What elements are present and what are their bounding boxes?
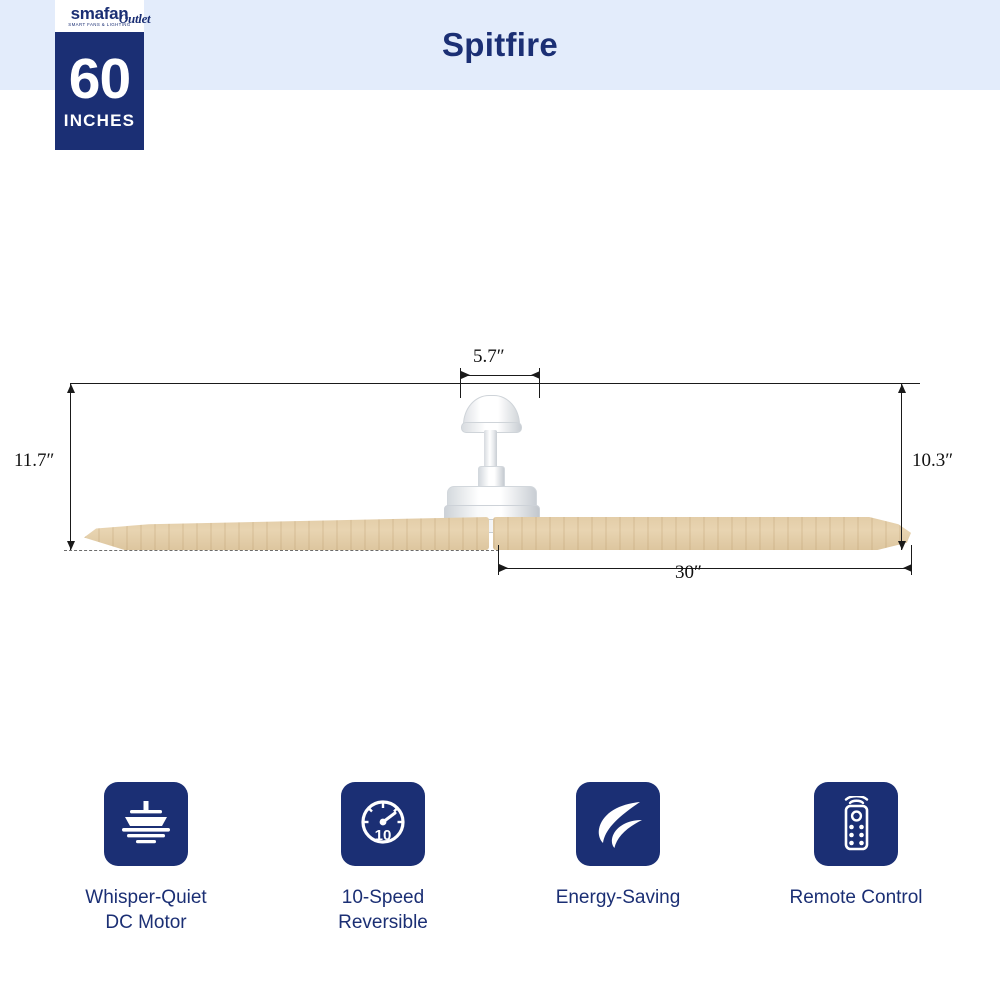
- feature-label-line2: Reversible: [338, 912, 428, 933]
- blade-span-arrow-right: [903, 564, 912, 572]
- fan-blade-right: [493, 517, 911, 550]
- speed-gauge-icon: [341, 782, 425, 866]
- canopy-width-label: 5.7″: [473, 346, 505, 367]
- hang-height-label: 10.3″: [912, 450, 954, 471]
- logo-badge: [55, 0, 151, 150]
- feature-whisper-quiet-dc-motor: [41, 782, 251, 935]
- size-number: 60: [68, 47, 131, 111]
- feature-label-line2: DC Motor: [105, 912, 187, 933]
- fan-downrod: [484, 430, 497, 470]
- hang-height-arrow-top: [898, 384, 906, 393]
- canopy-width-arrow-left: [461, 371, 470, 379]
- feature-label-line1: Energy-Saving: [555, 887, 681, 908]
- hang-height-line: [901, 383, 902, 550]
- feature-label: [556, 885, 681, 910]
- leaf-icon: [576, 782, 660, 866]
- feature-label: [789, 885, 922, 910]
- blade-span-label: 30″: [675, 562, 702, 583]
- ceiling-reference-line: [70, 383, 920, 384]
- fan-dimension-diagram: [0, 150, 1000, 750]
- feature-label-line1: Remote Control: [789, 887, 923, 908]
- total-height-arrow-bottom: [67, 541, 75, 550]
- feature-label-line1: 10-Speed: [341, 887, 425, 908]
- feature-list: [0, 760, 1000, 1000]
- canopy-width-arrow-right: [531, 371, 540, 379]
- canopy-width-line: [460, 375, 540, 376]
- remote-control-icon: [814, 782, 898, 866]
- fan-motor-icon: [104, 782, 188, 866]
- feature-label-line1: Whisper-Quiet: [85, 887, 207, 908]
- total-height-label: 11.7″: [14, 450, 55, 471]
- size-badge: [55, 32, 144, 150]
- brand-tagline: SMART FANS & LIGHTING: [68, 21, 131, 27]
- hang-height-arrow-bottom: [898, 541, 906, 550]
- feature-remote-control: [751, 782, 961, 910]
- feature-10-speed-reversible: [278, 782, 488, 935]
- blade-level-reference-line: [64, 550, 499, 551]
- blade-span-line: [498, 568, 912, 569]
- gauge-value: 10: [374, 827, 392, 844]
- total-height-arrow-top: [67, 384, 75, 393]
- fan-blade-left: [84, 517, 489, 550]
- brand-logo: [55, 0, 151, 32]
- blade-span-arrow-left: [499, 564, 508, 572]
- feature-label: [338, 885, 428, 935]
- feature-label: [85, 885, 206, 935]
- page-title: Spitfire: [441, 26, 559, 63]
- total-height-line: [70, 383, 71, 550]
- feature-energy-saving: [513, 782, 723, 910]
- brand-outlet-text: Outlet: [118, 10, 151, 26]
- brand-name-text: smafan: [70, 3, 129, 23]
- size-unit: INCHES: [63, 111, 136, 130]
